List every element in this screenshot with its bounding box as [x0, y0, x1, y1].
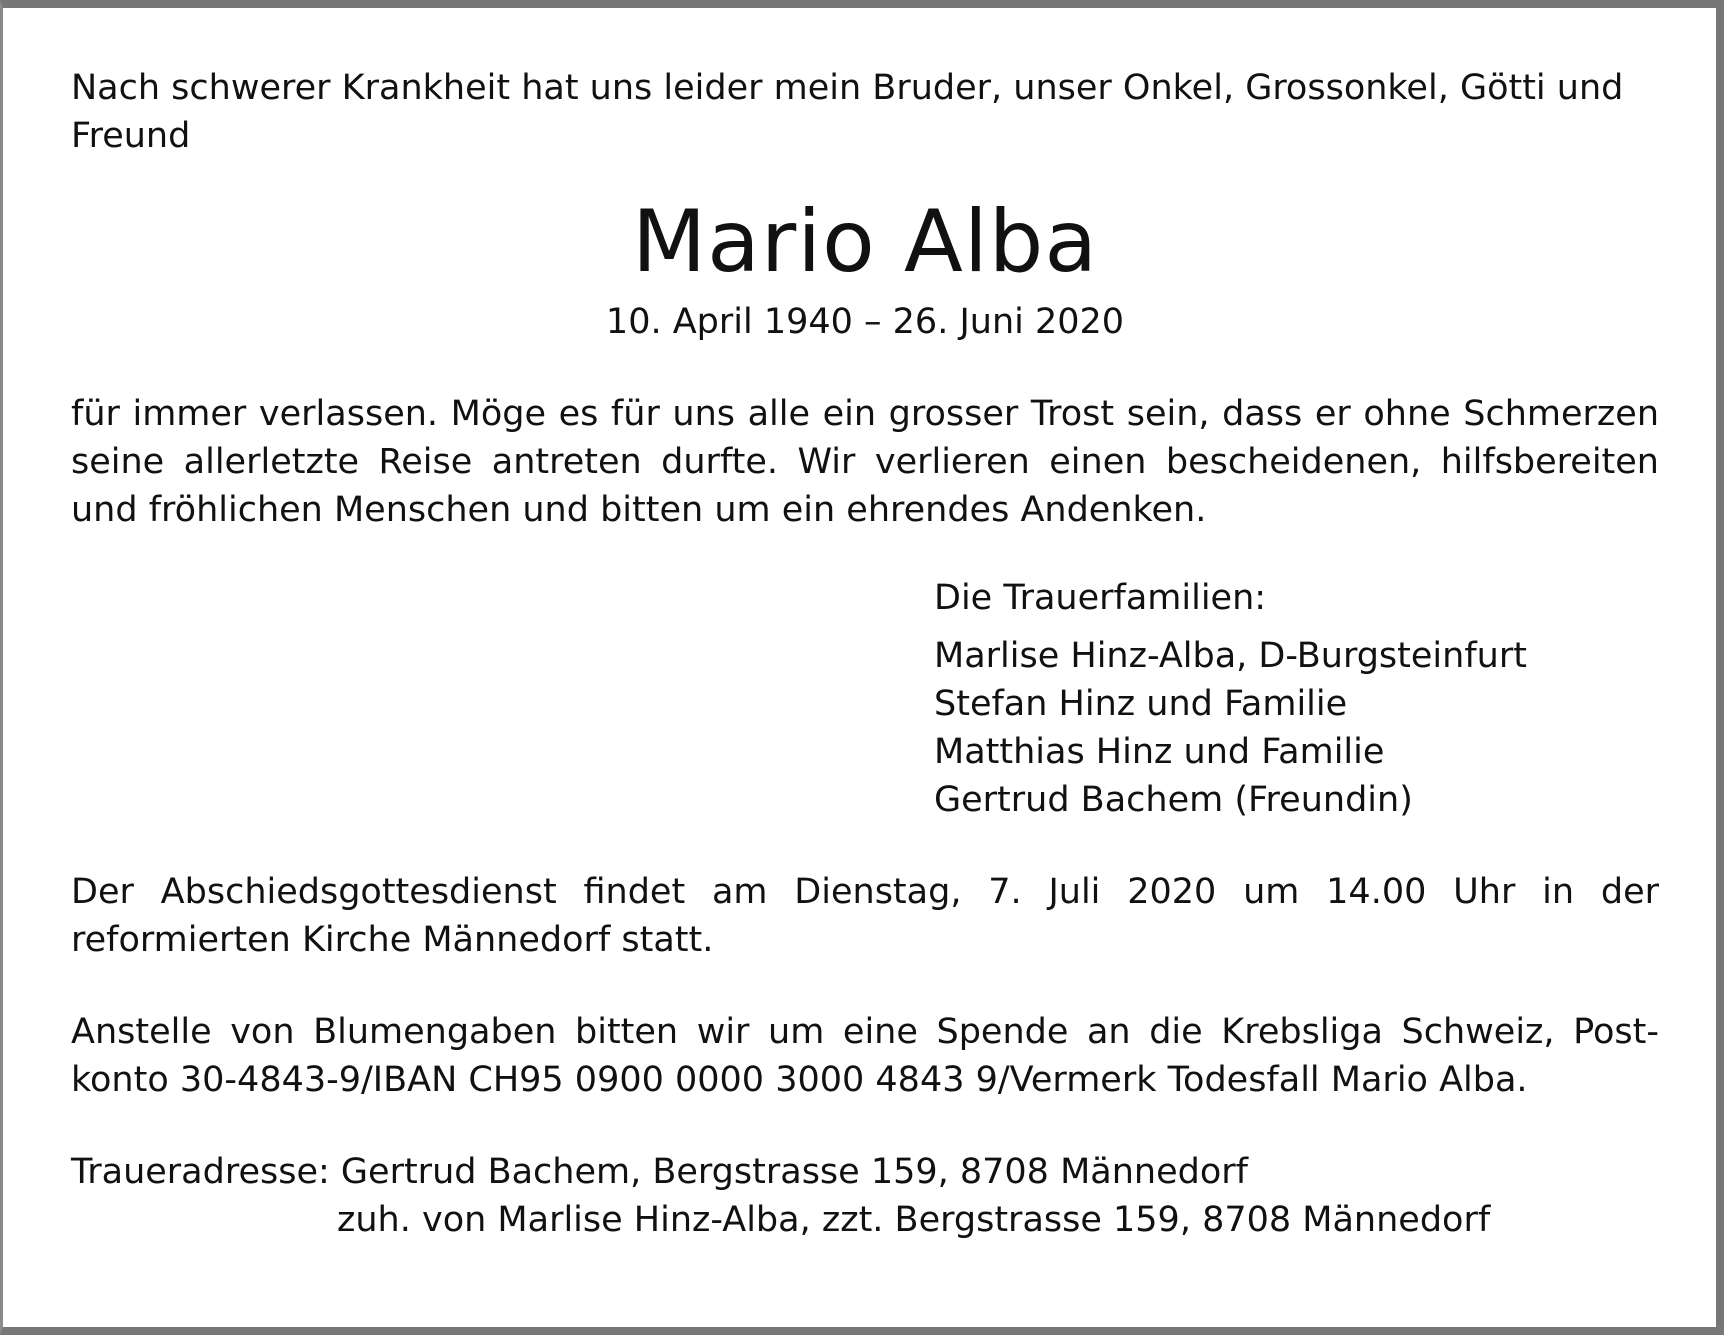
families-heading: Die Trauerfamilien: — [934, 578, 1267, 618]
address-line-1: Traueradresse: Gertrud Bachem, Bergstrasse 159, 8708 Männedorf — [71, 1152, 1248, 1192]
deceased-name: Mario Alba — [631, 192, 1099, 292]
mourning-address — [71, 1148, 1659, 1244]
donation-line-1: Anstelle von Blumengaben bitten wir um eine Spende an die Krebsliga Schweiz, Post- — [71, 1012, 1659, 1052]
family-member: Marlise Hinz-Alba, D-Burgsteinfurt — [934, 636, 1527, 676]
farewell-message: für immer verlassen. Möge es für uns alle ein grosser Trost sein, dass er ohne Schmerzen seine allerletzte Reise antreten durfte. Wir verlieren einen bescheidenen, hilfsbereiten und fröhlichen Menschen und bitten um ein ehrendes Andenken. — [71, 394, 1659, 530]
service-info: Der Abschiedsgottesdienst findet am Dienstag, 7. Juli 2020 um 14.00 Uhr in der reformierten Kirche Männedorf statt. — [71, 872, 1659, 960]
life-dates: 10. April 1940 – 26. Juni 2020 — [605, 302, 1125, 342]
mourning-families — [934, 574, 1659, 824]
donation-info — [71, 1008, 1659, 1104]
family-member: Gertrud Bachem (Freundin) — [934, 780, 1413, 820]
intro-text: Nach schwerer Krankheit hat uns leider mein Bruder, unser Onkel, Grossonkel, Götti und Freund — [71, 68, 1624, 156]
family-member: Matthias Hinz und Familie — [934, 732, 1385, 772]
donation-line-2: konto 30-4843-9/IBAN CH95 0900 0000 3000 4843 9/Vermerk Todesfall Mario Alba. — [71, 1060, 1528, 1100]
family-member: Stefan Hinz und Familie — [934, 684, 1348, 724]
obituary-notice — [71, 64, 1659, 1244]
address-line-2: zuh. von Marlise Hinz-Alba, zzt. Bergstrasse 159, 8708 Männedorf — [337, 1200, 1491, 1240]
